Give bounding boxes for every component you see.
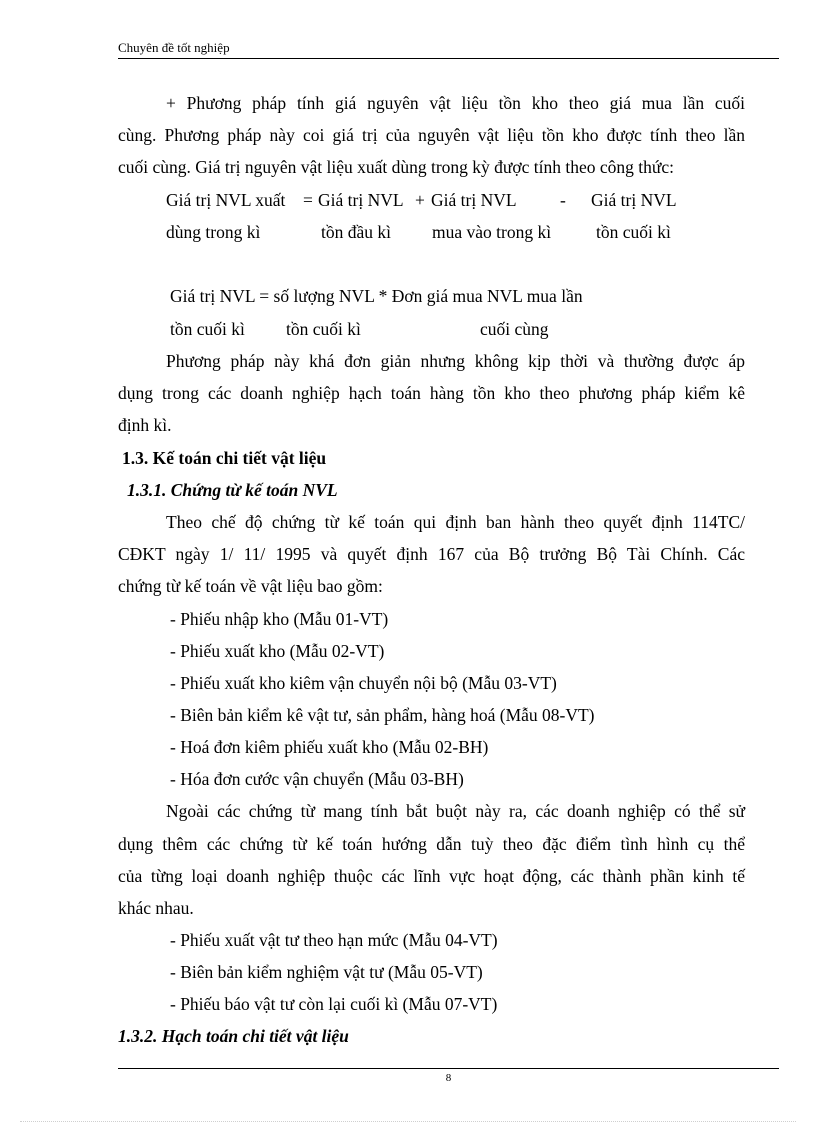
formula1-sub-term2: mua vào trong kì [432, 222, 552, 242]
formula1-term3: Giá trị NVL [591, 190, 677, 210]
formula2-sub3: cuối cùng [480, 319, 549, 339]
page-header-title: Chuyên đề tốt nghiệp [118, 40, 230, 55]
formula1-term2: Giá trị NVL [431, 190, 517, 210]
para3-line3: chứng từ kế toán về vật liệu bao gồm: [118, 576, 383, 596]
formula1-sub-lhs: dùng trong kì [166, 222, 261, 242]
formula1-sub-term3: tồn cuối kì [596, 222, 671, 242]
section-1-3-2-heading: 1.3.2. Hạch toán chi tiết vật liệu [118, 1026, 349, 1046]
para2-line3: định kì. [118, 415, 172, 435]
list-item: - Biên bản kiểm nghiệm vật tư (Mẫu 05-VT) [170, 962, 483, 982]
page-number: 8 [445, 1072, 452, 1084]
formula1-eq: = [303, 190, 313, 210]
para4-line1: Ngoài các chứng từ mang tính bắt buột này ra, các doanh nghiệp có thể sử [166, 801, 745, 821]
formula1-sub-term1: tồn đầu kì [321, 222, 391, 242]
bottom-dotted-divider [20, 1121, 796, 1122]
para4-line2: dụng thêm các chứng từ kế toán hướng dẫn tuỳ theo đặc điểm tình hình cụ thể [118, 834, 745, 854]
section-1-3-heading: 1.3. Kế toán chi tiết vật liệu [122, 448, 327, 468]
para1-line1: + Phương pháp tính giá nguyên vật liệu tồn kho theo giá mua lần cuối [166, 93, 745, 113]
list-item: - Phiếu xuất kho (Mẫu 02-VT) [170, 641, 385, 661]
list-item: - Phiếu xuất kho kiêm vận chuyển nội bộ (Mẫu 03-VT) [170, 673, 557, 693]
para3-line2: CĐKT ngày 1/ 11/ 1995 và quyết định 167 của Bộ trưởng Bộ Tài Chính. Các [118, 544, 745, 564]
section-1-3-1-heading: 1.3.1. Chứng từ kế toán NVL [127, 480, 338, 500]
list-item: - Phiếu nhập kho (Mẫu 01-VT) [170, 609, 389, 629]
formula2-line1: Giá trị NVL = số lượng NVL * Đơn giá mua NVL mua lần [170, 286, 583, 306]
para2-line1: Phương pháp này khá đơn giản nhưng không kịp thời và thường được áp [166, 351, 745, 371]
formula1-plus: + [415, 190, 425, 210]
formula1-term1: Giá trị NVL [318, 190, 404, 210]
list-item: - Phiếu báo vật tư còn lại cuối kì (Mẫu 07-VT) [170, 994, 498, 1014]
para1-line2: cùng. Phương pháp này coi giá trị của nguyên vật liệu tồn kho được tính theo lần [118, 125, 745, 145]
formula1-lhs: Giá trị NVL xuất [166, 190, 286, 210]
para2-line2: dụng trong các doanh nghiệp hạch toán hàng tồn kho theo phương pháp kiểm kê [118, 383, 745, 403]
footer-rule [118, 1068, 779, 1069]
para1-line3: cuối cùng. Giá trị nguyên vật liệu xuất dùng trong kỳ được tính theo công thức: [118, 157, 675, 177]
para4-line4: khác nhau. [118, 898, 194, 918]
para3-line1: Theo chế độ chứng từ kế toán qui định ban hành theo quyết định 114TC/ [166, 512, 745, 532]
list-item: - Phiếu xuất vật tư theo hạn mức (Mẫu 04-VT) [170, 930, 498, 950]
list-item: - Hoá đơn kiêm phiếu xuất kho (Mẫu 02-BH) [170, 737, 489, 757]
para4-line3: của từng loại doanh nghiệp thuộc các lĩnh vực hoạt động, các thành phần kinh tế [118, 866, 745, 886]
formula1-minus: - [560, 190, 566, 210]
list-item: - Biên bản kiểm kê vật tư, sản phẩm, hàng hoá (Mẫu 08-VT) [170, 705, 595, 725]
list-item: - Hóa đơn cước vận chuyển (Mẫu 03-BH) [170, 769, 464, 789]
formula2-sub2: tồn cuối kì [286, 319, 361, 339]
header-rule [118, 58, 779, 59]
formula2-sub1: tồn cuối kì [170, 319, 245, 339]
